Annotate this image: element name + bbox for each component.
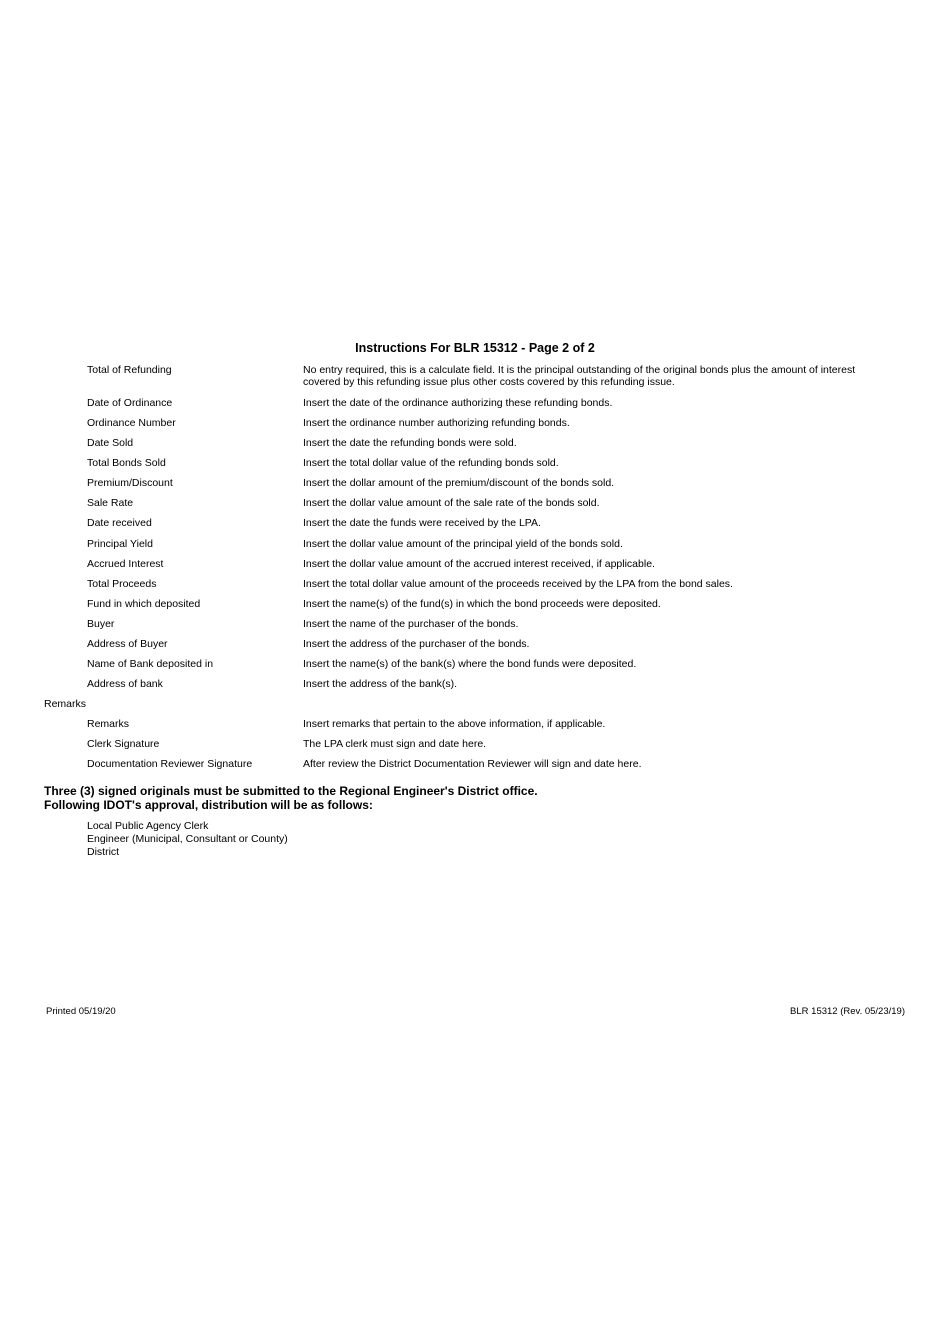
row-text: Insert remarks that pertain to the above information, if applicable. xyxy=(303,718,606,730)
distribution-list xyxy=(87,820,288,859)
row-text: Insert the total dollar value amount of the proceeds received by the LPA from the bond sales. xyxy=(303,578,733,590)
row-text: Insert the date the refunding bonds were sold. xyxy=(303,437,517,449)
row-label: Address of bank xyxy=(87,678,163,690)
row-label: Name of Bank deposited in xyxy=(87,658,214,670)
row-text: Insert the ordinance number authorizing refunding bonds. xyxy=(303,417,570,429)
row-text: Insert the dollar amount of the premium/discount of the bonds sold. xyxy=(303,477,615,489)
row-text: Insert the name of the purchaser of the bonds. xyxy=(303,618,519,630)
row-text: Insert the date of the ordinance authorizing these refunding bonds. xyxy=(303,397,613,409)
row-label: Date Sold xyxy=(87,437,134,449)
list-item: District xyxy=(87,846,120,858)
row-text: Insert the dollar value amount of the sale rate of the bonds sold. xyxy=(303,497,600,509)
row-text: No entry required, this is a calculate field. It is the principal outstanding of the original bonds plus the amount of interest covered by this refunding issue plus other costs covered by this refunding issue. xyxy=(303,364,856,388)
row-label: Date of Ordinance xyxy=(87,397,173,409)
row-text: Insert the address of the bank(s). xyxy=(303,678,458,690)
submission-note-line1: Three (3) signed originals must be submitted to the Regional Engineer's District office. xyxy=(44,784,538,798)
row-text: Insert the address of the purchaser of the bonds. xyxy=(303,638,530,650)
submission-note-line2: Following IDOT's approval, distribution will be as follows: xyxy=(44,798,373,812)
row-text: Insert the date the funds were received by the LPA. xyxy=(303,517,541,529)
row-text: Insert the name(s) of the bank(s) where the bond funds were deposited. xyxy=(303,658,637,670)
row-label: Premium/Discount xyxy=(87,477,173,489)
row-label: Total Proceeds xyxy=(87,578,157,590)
page-title: Instructions For BLR 15312 - Page 2 of 2 xyxy=(355,341,595,355)
remarks-section-heading: Remarks xyxy=(44,698,87,710)
row-label: Fund in which deposited xyxy=(87,598,201,610)
row-label: Total Bonds Sold xyxy=(87,457,166,469)
submission-note xyxy=(44,784,538,812)
row-label: Total of Refunding xyxy=(87,364,172,376)
printed-date: Printed 05/19/20 xyxy=(46,1006,116,1017)
list-item: Local Public Agency Clerk xyxy=(87,820,209,832)
row-label: Date received xyxy=(87,517,152,529)
row-label: Remarks xyxy=(87,718,130,730)
row-label: Principal Yield xyxy=(87,538,153,550)
row-text: Insert the dollar value amount of the accrued interest received, if applicable. xyxy=(303,558,655,570)
row-text: Insert the total dollar value of the refunding bonds sold. xyxy=(303,457,559,469)
list-item: Engineer (Municipal, Consultant or County) xyxy=(87,833,288,845)
row-text: The LPA clerk must sign and date here. xyxy=(303,738,487,750)
row-label: Clerk Signature xyxy=(87,738,160,750)
row-text: After review the District Documentation Reviewer will sign and date here. xyxy=(303,758,642,770)
row-text: Insert the dollar value amount of the principal yield of the bonds sold. xyxy=(303,538,623,550)
form-revision: BLR 15312 (Rev. 05/23/19) xyxy=(790,1006,905,1017)
row-label: Accrued Interest xyxy=(87,558,164,570)
row-label: Documentation Reviewer Signature xyxy=(87,758,253,770)
row-text: Insert the name(s) of the fund(s) in which the bond proceeds were deposited. xyxy=(303,598,661,610)
row-label: Address of Buyer xyxy=(87,638,168,650)
row-label: Buyer xyxy=(87,618,115,630)
row-label: Sale Rate xyxy=(87,497,134,509)
row-label: Ordinance Number xyxy=(87,417,176,429)
